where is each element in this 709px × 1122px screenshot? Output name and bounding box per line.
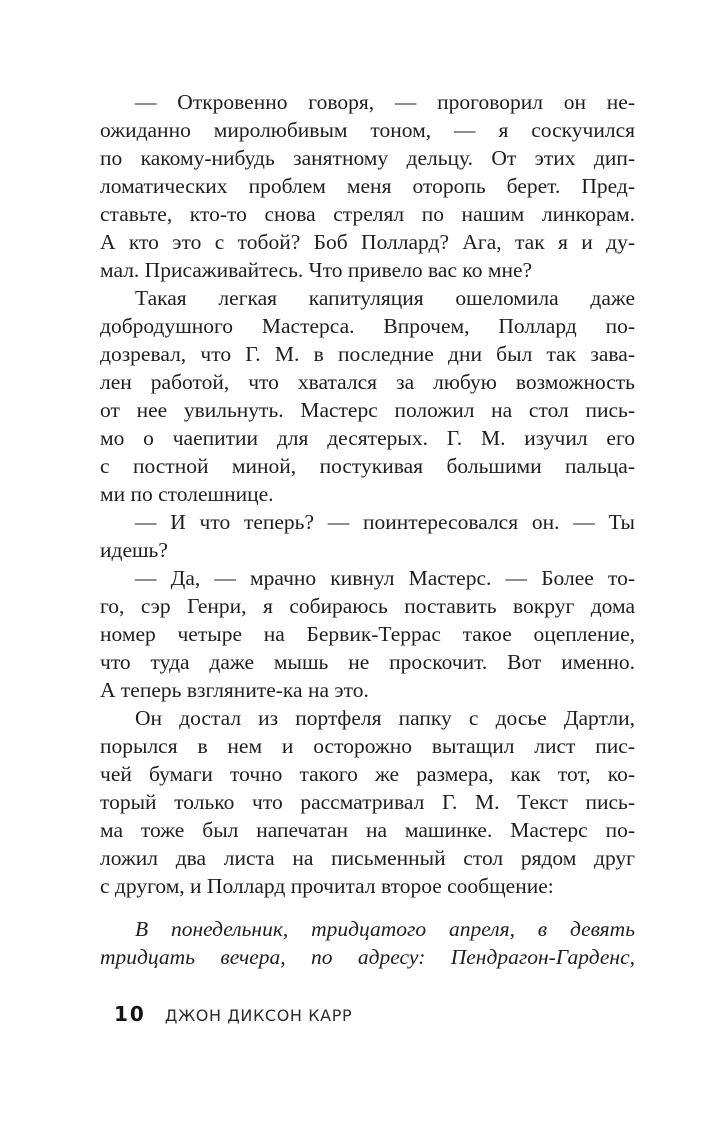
text-block <box>100 88 635 971</box>
text-line: мал. Присаживайтесь. Что привело вас ко мне? <box>100 258 533 282</box>
text-line: — И что теперь? — поинтересовался он. — Ты <box>135 510 635 534</box>
text-line: лен работой, что хватался за любую возможность <box>100 370 635 394</box>
paragraph-dialog-2 <box>100 508 635 564</box>
text-line: ми по столешнице. <box>100 482 274 506</box>
text-line: с другом, и Поллард прочитал второе сообщение: <box>100 874 554 898</box>
page-footer <box>100 1002 635 1026</box>
paragraph-narrative-1 <box>100 284 635 508</box>
text-line: с постной миной, постукивая большими пальца- <box>100 454 635 478</box>
text-line: го, сэр Генри, я собираюсь поставить вокруг дома <box>100 594 635 618</box>
text-line: ма тоже был напечатан на машинке. Мастерс по- <box>100 818 635 842</box>
text-line: номер четыре на Бервик-Террас такое оцепление, <box>100 622 635 646</box>
text-line: добродушного Мастерса. Впрочем, Поллард по- <box>100 314 635 338</box>
paragraph-letter-excerpt <box>100 915 635 971</box>
text-line: ставьте, кто-то снова стрелял по нашим линкорам. <box>100 202 635 226</box>
text-line: мо о чаепитии для десятерых. Г. М. изучил его <box>100 426 635 450</box>
text-line: Такая легкая капитуляция ошеломила даже <box>135 286 635 310</box>
text-line: ломатических проблем меня оторопь берет. Пред- <box>100 174 635 198</box>
text-line: ложил два листа на письменный стол рядом друг <box>100 846 635 870</box>
text-line: что туда даже мышь не проскочит. Вот именно. <box>100 650 635 674</box>
paragraph-dialog-3 <box>100 564 635 704</box>
text-line: идешь? <box>100 538 168 562</box>
text-line: тридцать вечера, по адресу: Пендрагон-Гарденс, <box>100 945 635 969</box>
text-line: А теперь взгляните-ка на это. <box>100 678 369 702</box>
running-title: ДЖОН ДИКСОН КАРР <box>164 1006 353 1025</box>
text-line: дозревал, что Г. М. в последние дни был так зава- <box>100 342 635 366</box>
text-line: ожиданно миролюбивым тоном, — я соскучился <box>100 118 635 142</box>
text-line: — Да, — мрачно кивнул Мастерс. — Более то- <box>135 566 635 590</box>
text-line: порылся в нем и осторожно вытащил лист пис- <box>100 734 635 758</box>
paragraph-dialog-1 <box>100 88 635 284</box>
text-line: А кто это с тобой? Боб Поллард? Ага, так я и ду- <box>100 230 635 254</box>
paragraph-narrative-2 <box>100 704 635 900</box>
text-line: В понедельник, тридцатого апреля, в девять <box>135 917 635 941</box>
text-line: по какому-нибудь занятному дельцу. От этих дип- <box>100 146 635 170</box>
text-line: торый только что рассматривал Г. М. Текст пись- <box>100 790 635 814</box>
text-line: — Откровенно говоря, — проговорил он не- <box>135 90 635 114</box>
text-line: чей бумаги точно такого же размера, как тот, ко- <box>100 762 635 786</box>
text-line: от нее увильнуть. Мастерс положил на стол пись- <box>100 398 635 422</box>
page-number: 10 <box>114 1002 146 1026</box>
text-line: Он достал из портфеля папку с досье Дартли, <box>135 706 635 730</box>
